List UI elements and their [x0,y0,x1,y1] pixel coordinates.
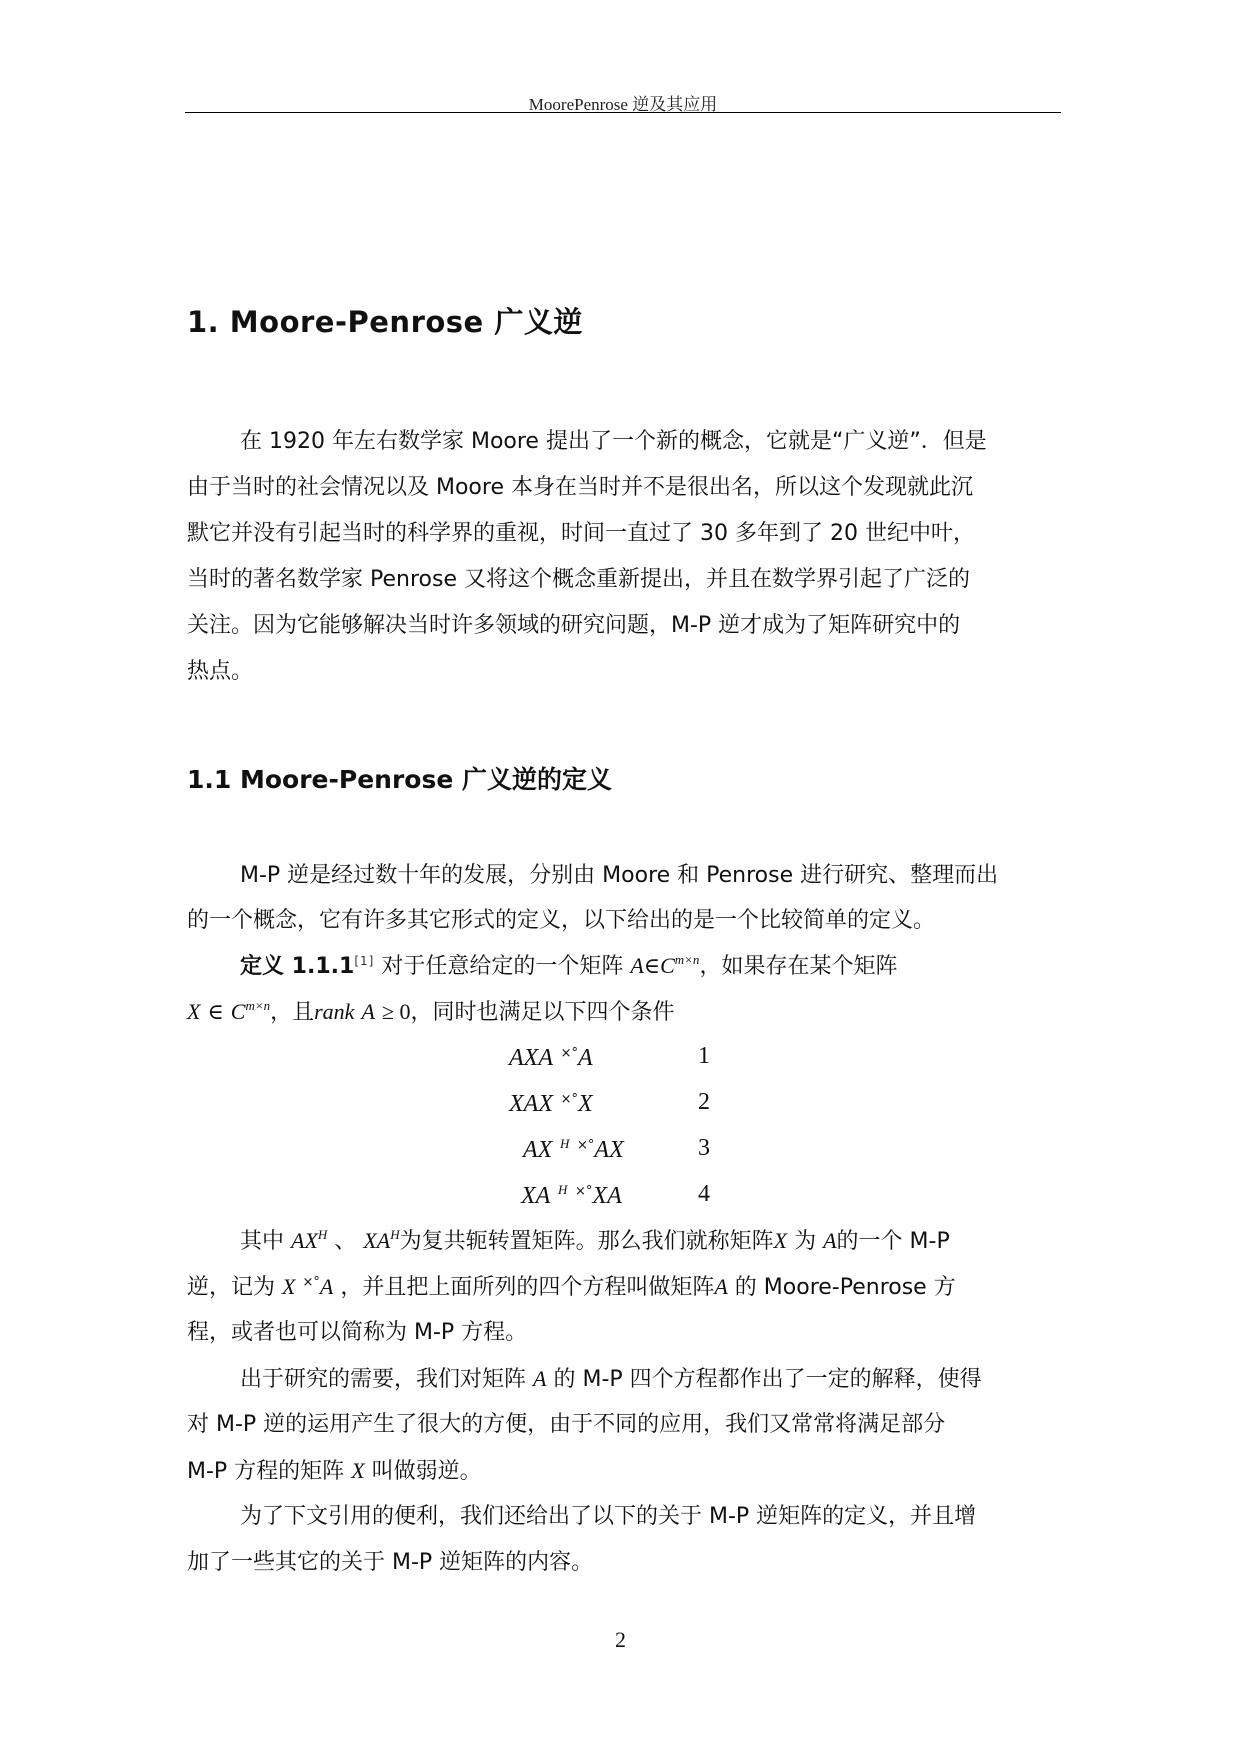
math-C: C [230,999,246,1024]
math-dim: m×n [245,998,271,1013]
definition-line-2 [187,998,675,1027]
para1-line-6: 热点。 [187,659,254,684]
para2-line-2: 的一个概念，它有许多其它形式的定义，以下给出的是一个比较简单的定义。 [187,908,936,933]
math-A: A [361,999,375,1024]
para1-line-5: 关注。因为它能够解决当时许多领域的研究问题，M-P 逆才成为了矩阵研究中的 [187,613,961,638]
definition-text-a: ，且 [270,1000,315,1025]
text: 为复共轭转置矩阵。那么我们就称矩阵 [399,1229,774,1254]
citation-mark: [1] [354,954,375,968]
definition-label: 定义 1.1.1 [240,954,355,979]
para4-line-2: 对 M-P 逆的运用产生了很大的方便，由于不同的应用，我们又常常将满足部分 [187,1412,946,1437]
math-A: A [319,1274,334,1299]
math-X: X [773,1228,788,1253]
equation-mark: ×° [575,1184,593,1199]
equation-number-3: 3 [698,1135,710,1161]
equation-mark: ×° [560,1092,579,1107]
equation-4 [521,1181,622,1210]
para5-line-2: 加了一些其它的关于 M-P 逆矩阵的内容。 [187,1550,594,1575]
math-XA: XA [363,1228,391,1253]
equation-3 [523,1135,624,1164]
math-H: H [390,1227,400,1242]
para5-line-1: 为了下文引用的便利，我们还给出了以下的关于 M-P 逆矩阵的定义，并且增 [240,1504,977,1529]
math-H: H [317,1227,328,1242]
equation-number-2: 2 [698,1089,710,1115]
para1-line-1: 在 1920 年左右数学家 Moore 提出了一个新的概念，它就是“广义逆”．但是 [240,429,987,454]
math-X: X [282,1274,296,1299]
math-ge0: ≥ 0 [381,999,411,1024]
math-rank: rank [314,999,355,1024]
text: M-P 方程的矩阵 [187,1459,345,1484]
math-A: A [630,953,644,978]
definition-text-b: ，同时也满足以下四个条件 [410,1000,675,1025]
section-1-heading: 1. Moore-Penrose 广义逆 [187,305,583,339]
text: 的一个 M-P [836,1229,950,1254]
para3-line-3: 程，或者也可以简称为 M-P 方程。 [187,1320,528,1345]
equation-number-1: 1 [698,1043,710,1069]
para4-line-3 [187,1457,482,1486]
para3-line-1 [240,1227,950,1256]
equation-lhs: AXA [509,1045,553,1071]
para2-line-1: M-P 逆是经过数十年的发展，分别由 Moore 和 Penrose 进行研究、整理而出 [240,863,999,888]
page-number: 2 [615,1627,626,1652]
para1-line-2: 由于当时的社会情况以及 Moore 本身在当时并不是很出名，所以这个发现就此沉 [187,475,973,500]
math-A: A [823,1228,837,1253]
equation-1 [509,1043,593,1072]
separator: 、 [334,1229,357,1254]
definition-text-mid: ，如果存在某个矩阵 [699,954,898,979]
section-1-1-heading: 1.1 Moore-Penrose 广义逆的定义 [187,765,613,794]
para1-line-3: 默它并没有引起当时的科学界的重视，时间一直过了 30 多年到了 20 世纪中叶， [187,521,975,546]
para4-line-1 [240,1365,982,1394]
equation-rhs: A [578,1045,593,1071]
math-A: A [714,1274,728,1299]
equation-lhs: XAX [509,1091,553,1117]
equation-lhs: XA [521,1183,551,1209]
text: 的 M-P 四个方程都作出了一定的解释，使得 [553,1367,982,1392]
math-in: ∈ [643,953,661,978]
definition-text: 对于任意给定的一个矩阵 [381,954,624,979]
text: 的 Moore-Penrose 方 [734,1275,956,1300]
para1-line-4: 当时的著名数学家 Penrose 又将这个概念重新提出，并且在数学界引起了广泛的 [187,567,970,592]
definition-line-1 [240,952,897,981]
math-in: ∈ [207,999,224,1024]
math-A: A [533,1366,547,1391]
text: ，并且把上面所列的四个方程叫做矩阵 [340,1275,715,1300]
equation-sup: H [559,1136,570,1151]
equation-2 [509,1089,593,1118]
text: 逆，记为 [187,1275,276,1300]
equation-mark: ×° [577,1138,595,1153]
math-X: X [351,1458,365,1483]
equation-sup: H [557,1182,568,1197]
header-rule [185,112,1061,113]
equation-number-4: 4 [698,1181,710,1207]
math-AX: AX [291,1228,318,1253]
math-X: X [187,999,201,1024]
running-header: MoorePenrose 逆及其应用 [528,95,718,114]
equation-rhs: AX [594,1137,624,1163]
text: 为 [794,1229,817,1254]
equation-rhs: X [578,1091,593,1117]
equation-mark: ×° [302,1275,320,1290]
text: 叫做弱逆。 [371,1459,482,1484]
equation-rhs: XA [592,1183,622,1209]
para3-line-2 [187,1273,956,1302]
equation-lhs: AX [523,1137,553,1163]
math-C: C [660,953,675,978]
math-dim: m×n [674,952,700,967]
text: 出于研究的需要，我们对矩阵 [240,1367,527,1392]
text: 其中 [240,1229,285,1254]
equation-mark: ×° [560,1046,579,1061]
